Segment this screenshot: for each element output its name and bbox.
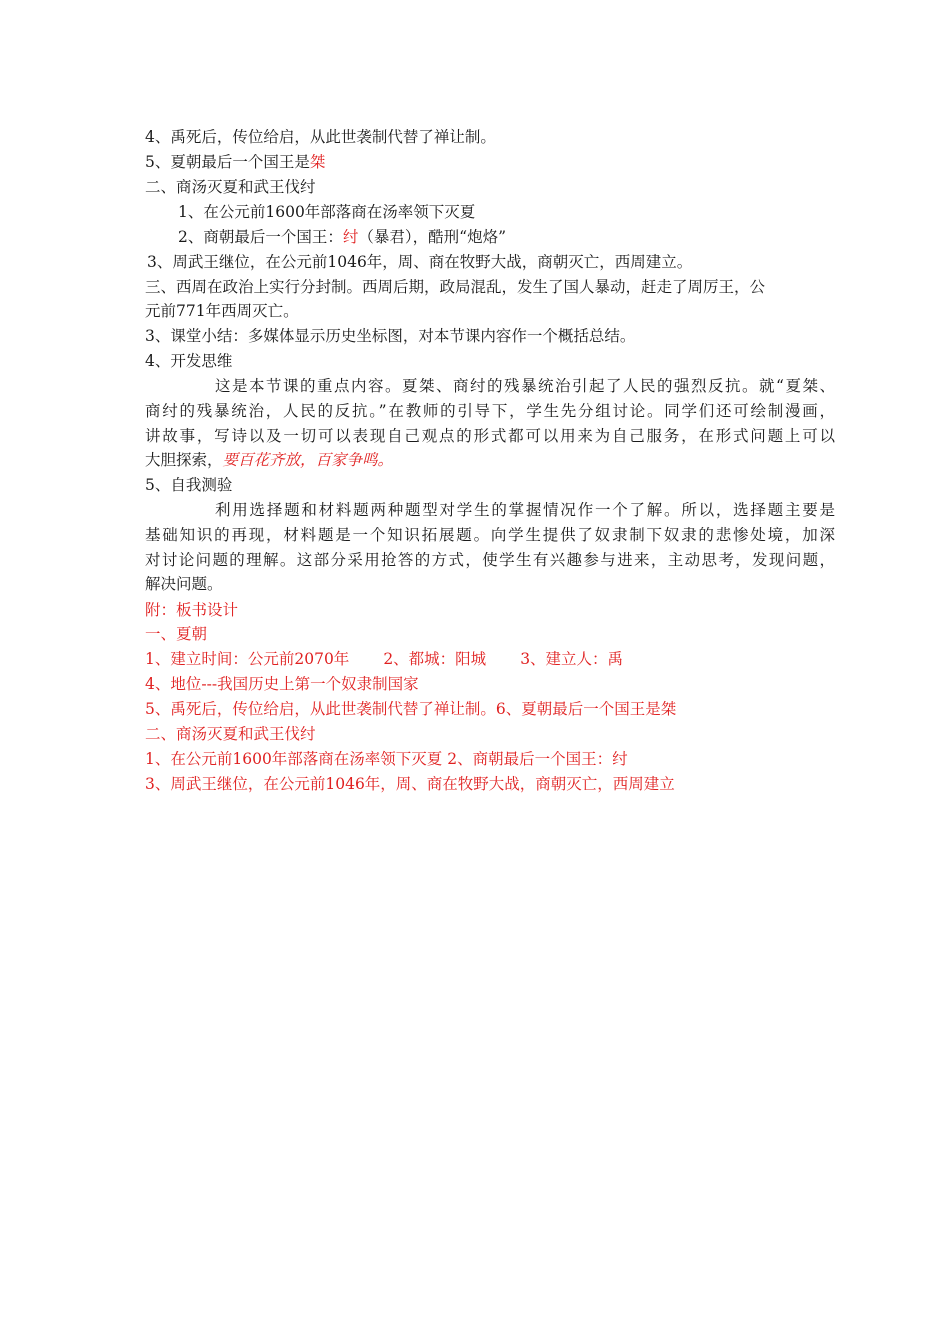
text-line: 元前771年西周灭亡。 [145,302,299,320]
emphasis-text: 要百花齐放，百家争鸣。 [222,451,394,470]
highlight-text: 纣 [342,228,359,246]
text-line: 2、商朝最后一个国王：纣（暴君），酷刑“炮烙” [178,228,506,246]
section-heading: 4、开发思维 [145,352,233,370]
section-heading: 5、自我测验 [145,476,233,494]
text-line: 三、西周在政治上实行分封制。西周后期，政局混乱，发生了国人暴动，赶走了周厉王，公 [145,278,766,296]
text-line: 4、禹死后，传位给启，从此世袭制代替了禅让制。 [145,128,496,146]
board-line: 3、周武王继位，在公元前1046年，周、商在牧野大战，商朝灭亡，西周建立 [145,775,675,793]
text-line: 1、在公元前1600年部落商在汤率领下灭夏 [178,203,476,221]
board-line: 1、建立时间：公元前2070年 2、都城：阳城 3、建立人：禹 [145,650,624,668]
text-line: 5、夏朝最后一个国王是桀 [145,153,326,171]
board-title: 附：板书设计 [145,601,239,619]
paragraph: 这是本节课的重点内容。夏桀、商纣的残暴统治引起了人民的强烈反抗。就“夏桀、 商纣的残暴统治，人民的反抗。”在教师的引导下，学生先分组讨论。同学们还可绘制漫画， 讲故事，写诗以及一切可以表现自己观点的形式都可以用来为自己服务，在形式问题上可以 大胆探索，要百花齐放，百家争鸣。 [145,377,835,470]
text-line: 3、周武王继位，在公元前1046年，周、商在牧野大战，商朝灭亡，西周建立。 [147,253,693,271]
section-heading: 二、商汤灭夏和武王伐纣 [145,178,316,196]
board-heading: 二、商汤灭夏和武王伐纣 [145,725,316,743]
board-line: 1、在公元前1600年部落商在汤率领下灭夏 2、商朝最后一个国王：纣 [145,750,628,768]
board-line: 5、禹死后，传位给启，从此世袭制代替了禅让制。6、夏朝最后一个国王是桀 [145,700,677,718]
board-line: 4、地位---我国历史上第一个奴隶制国家 [145,675,419,693]
highlight-text: 桀 [309,153,326,171]
paragraph: 利用选择题和材料题两种题型对学生的掌握情况作一个了解。所以，选择题主要是 基础知识的再现，材料题是一个知识拓展题。向学生提供了奴隶制下奴隶的悲惨处境，加深 对讨论问题的理解。这部分采用抢答的方式，使学生有兴趣参与进来，主动思考，发现问题， 解决问题。 [145,501,835,594]
text-line: 3、课堂小结：多媒体显示历史坐标图，对本节课内容作一个概括总结。 [145,327,636,345]
board-heading: 一、夏朝 [145,625,208,643]
